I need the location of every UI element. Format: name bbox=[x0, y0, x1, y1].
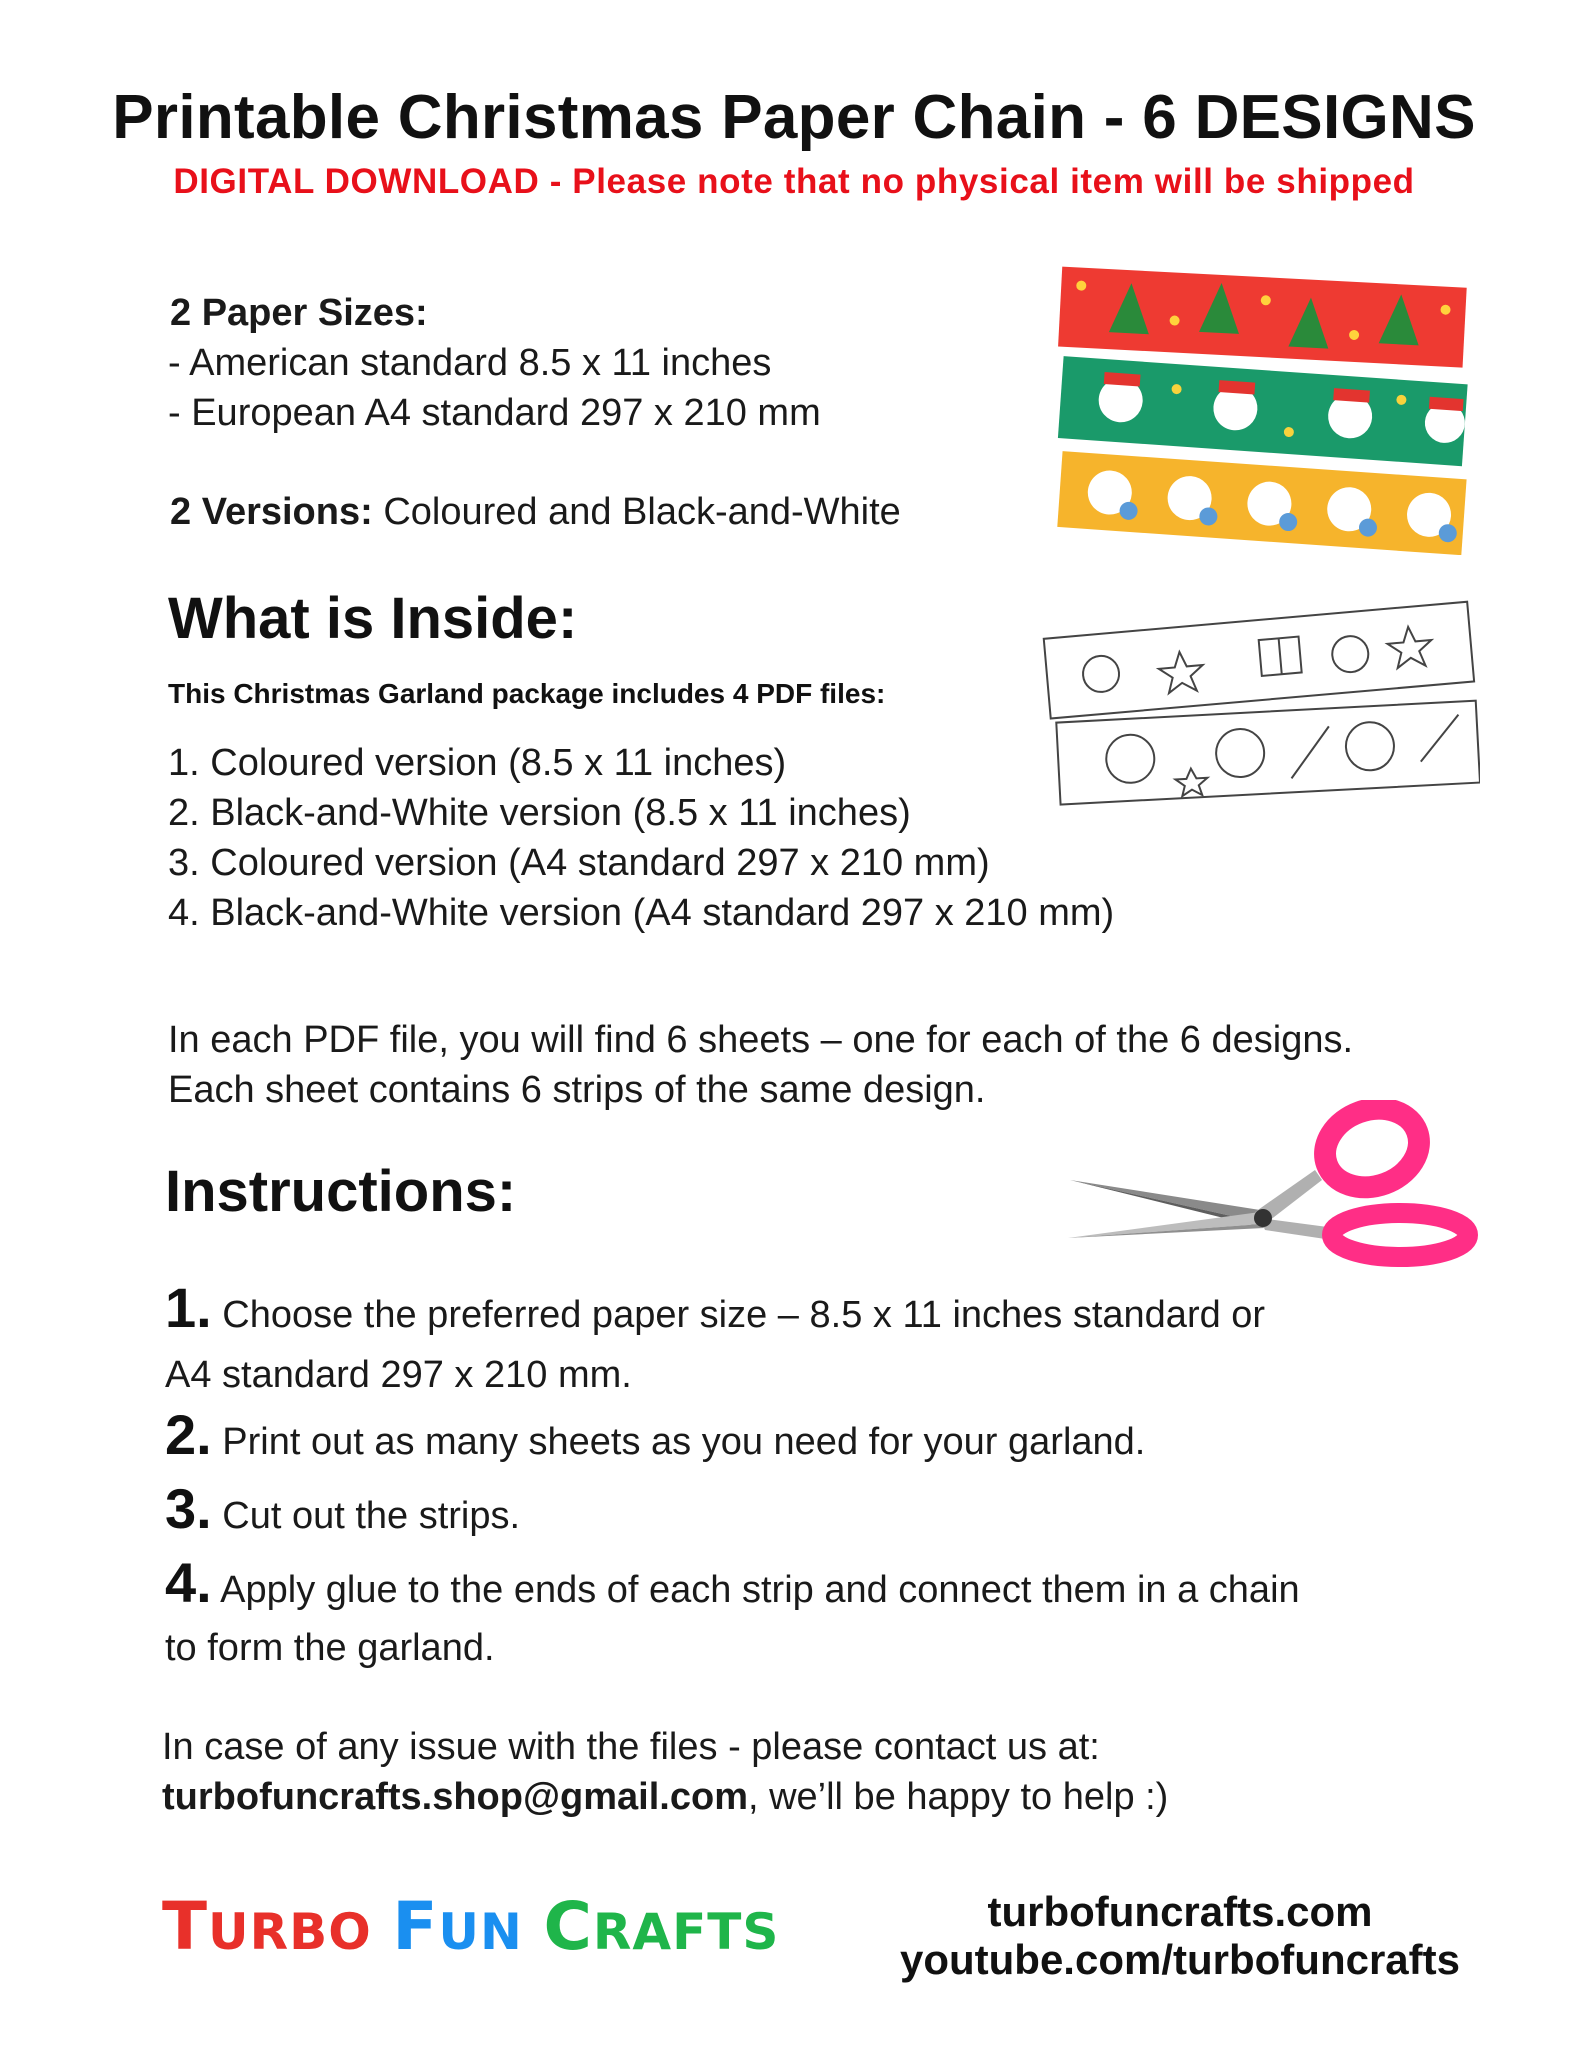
contact-rest: , we’ll be happy to help :) bbox=[747, 1776, 1169, 1818]
contact-email-line bbox=[162, 1772, 1168, 1822]
step-number: 2. bbox=[165, 1403, 212, 1466]
step-text-continued: A4 standard 297 x 210 mm. bbox=[165, 1354, 632, 1396]
page-subtitle: DIGITAL DOWNLOAD - Please note that no physical item will be shipped bbox=[173, 162, 1415, 201]
inside-note-line: Each sheet contains 6 strips of the same design. bbox=[168, 1069, 986, 1111]
inside-note-line: In each PDF file, you will find 6 sheets – one for each of the 6 designs. bbox=[168, 1019, 1354, 1061]
file-list-item: 2. Black-and-White version (8.5 x 11 inches) bbox=[168, 792, 911, 834]
page-title: Printable Christmas Paper Chain - 6 DESIGNS bbox=[112, 83, 1476, 152]
instruction-step-2 bbox=[165, 1403, 1146, 1467]
step-text-continued: to form the garland. bbox=[165, 1627, 495, 1669]
step-text: Apply glue to the ends of each strip and connect them in a chain bbox=[220, 1569, 1300, 1611]
file-list-item: 3. Coloured version (A4 standard 297 x 210 mm) bbox=[168, 842, 990, 884]
paper-size-item: - European A4 standard 297 x 210 mm bbox=[168, 392, 821, 434]
brand-logo bbox=[162, 1888, 779, 1965]
versions-line bbox=[170, 487, 901, 537]
step-text: Choose the preferred paper size – 8.5 x 11 inches standard or bbox=[222, 1294, 1266, 1336]
green-santa-strip bbox=[1058, 356, 1468, 466]
inside-heading: What is Inside: bbox=[168, 586, 578, 651]
instruction-step-4 bbox=[165, 1551, 1300, 1615]
colored-strips-illustration bbox=[1050, 265, 1470, 555]
website-link[interactable]: turbofuncrafts.com bbox=[987, 1888, 1373, 1935]
contact-line: In case of any issue with the files - please contact us at: bbox=[162, 1726, 1100, 1768]
inside-intro: This Christmas Garland package includes 4 PDF files: bbox=[168, 678, 886, 709]
instruction-step-3 bbox=[165, 1477, 521, 1541]
brand-word-fun: FUN bbox=[392, 1888, 523, 1965]
paper-size-item: - American standard 8.5 x 11 inches bbox=[168, 342, 772, 384]
versions-label: 2 Versions: bbox=[170, 491, 373, 533]
yellow-bear-strip bbox=[1057, 451, 1466, 555]
step-number: 3. bbox=[165, 1477, 212, 1540]
instructions-heading: Instructions: bbox=[165, 1159, 517, 1224]
contact-email[interactable]: turbofuncrafts.shop@gmail.com bbox=[162, 1776, 748, 1818]
bw-strip-top bbox=[1044, 602, 1474, 719]
paper-sizes-label: 2 Paper Sizes: bbox=[170, 292, 428, 334]
step-number: 4. bbox=[165, 1551, 212, 1614]
step-number: 1. bbox=[165, 1276, 212, 1339]
youtube-link[interactable]: youtube.com/turbofuncrafts bbox=[899, 1936, 1460, 1983]
bw-strip-bottom bbox=[1056, 701, 1480, 805]
step-text: Cut out the strips. bbox=[222, 1495, 521, 1537]
step-text: Print out as many sheets as you need for your garland. bbox=[222, 1421, 1146, 1463]
red-tree-strip bbox=[1058, 267, 1467, 368]
file-list-item: 4. Black-and-White version (A4 standard 297 x 210 mm) bbox=[168, 892, 1115, 934]
footer-links bbox=[870, 1888, 1490, 1984]
versions-text: Coloured and Black-and-White bbox=[372, 491, 901, 533]
scissors-icon bbox=[1060, 1100, 1480, 1270]
brand-word-crafts: CRAFTS bbox=[543, 1888, 780, 1965]
brand-word-turbo: TURBO bbox=[162, 1888, 372, 1965]
bw-strips-illustration bbox=[1040, 600, 1480, 810]
instruction-step-1 bbox=[165, 1276, 1266, 1340]
file-list-item: 1. Coloured version (8.5 x 11 inches) bbox=[168, 742, 787, 784]
